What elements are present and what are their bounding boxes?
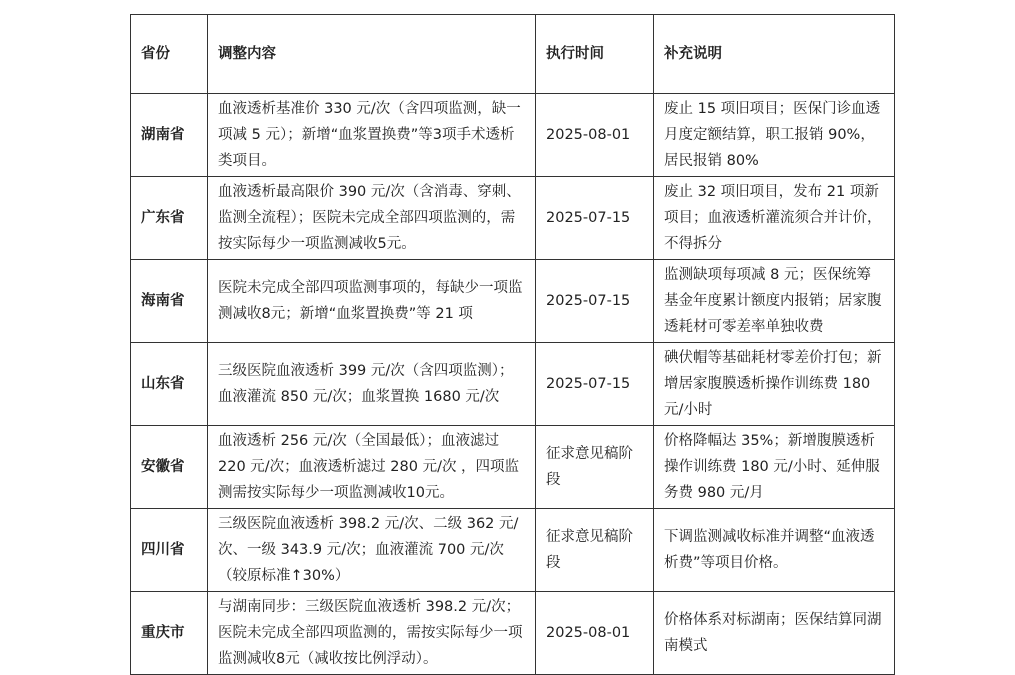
note-cell: 废止 32 项旧项目，发布 21 项新项目；血液透析灌流须合并计价，不得拆分 bbox=[654, 177, 895, 260]
table-row bbox=[131, 592, 895, 675]
price-adjustment-table bbox=[130, 14, 895, 675]
table-row bbox=[131, 343, 895, 426]
content-cell: 血液透析 256 元/次（全国最低）；血液滤过 220 元/次；血液透析滤过 280 元/次 ，四项监测需按实际每少一项监测减收10元。 bbox=[208, 426, 536, 509]
note-cell: 价格体系对标湖南；医保结算同湖南模式 bbox=[654, 592, 895, 675]
table-row bbox=[131, 177, 895, 260]
table-row bbox=[131, 260, 895, 343]
date-cell: 征求意见稿阶段 bbox=[536, 509, 654, 592]
content-cell: 与湖南同步：三级医院血液透析 398.2 元/次；医院未完成全部四项监测的，需按实际每少一项监测减收8元（减收按比例浮动）。 bbox=[208, 592, 536, 675]
header-date: 执行时间 bbox=[536, 15, 654, 94]
content-cell: 医院未完成全部四项监测事项的，每缺少一项监测减收8元；新增“血浆置换费”等 21 项 bbox=[208, 260, 536, 343]
header-content: 调整内容 bbox=[208, 15, 536, 94]
province-cell: 重庆市 bbox=[131, 592, 208, 675]
date-cell: 2025-07-15 bbox=[536, 260, 654, 343]
note-cell: 监测缺项每项减 8 元；医保统筹基金年度累计额度内报销；居家腹透耗材可零差率单独收费 bbox=[654, 260, 895, 343]
date-cell: 征求意见稿阶段 bbox=[536, 426, 654, 509]
table-row bbox=[131, 426, 895, 509]
note-cell: 碘伏帽等基础耗材零差价打包；新增居家腹膜透析操作训练费 180 元/小时 bbox=[654, 343, 895, 426]
province-cell: 四川省 bbox=[131, 509, 208, 592]
header-note: 补充说明 bbox=[654, 15, 895, 94]
table-row bbox=[131, 94, 895, 177]
date-cell: 2025-07-15 bbox=[536, 343, 654, 426]
header-row bbox=[131, 15, 895, 94]
header-province: 省份 bbox=[131, 15, 208, 94]
province-cell: 安徽省 bbox=[131, 426, 208, 509]
note-cell: 价格降幅达 35%；新增腹膜透析操作训练费 180 元/小时、延伸服务费 980 元/月 bbox=[654, 426, 895, 509]
date-cell: 2025-08-01 bbox=[536, 94, 654, 177]
date-cell: 2025-08-01 bbox=[536, 592, 654, 675]
province-cell: 广东省 bbox=[131, 177, 208, 260]
province-cell: 山东省 bbox=[131, 343, 208, 426]
note-cell: 下调监测减收标准并调整“血液透析费”等项目价格。 bbox=[654, 509, 895, 592]
date-cell: 2025-07-15 bbox=[536, 177, 654, 260]
content-cell: 血液透析最高限价 390 元/次（含消毒、穿刺、监测全流程）；医院未完成全部四项监测的，需按实际每少一项监测减收5元。 bbox=[208, 177, 536, 260]
note-cell: 废止 15 项旧项目；医保门诊血透月度定额结算，职工报销 90%，居民报销 80% bbox=[654, 94, 895, 177]
province-cell: 湖南省 bbox=[131, 94, 208, 177]
content-cell: 血液透析基准价 330 元/次（含四项监测，缺一项减 5 元）；新增“血浆置换费”等3项手术透析类项目。 bbox=[208, 94, 536, 177]
content-cell: 三级医院血液透析 399 元/次（含四项监测）；血液灌流 850 元/次；血浆置换 1680 元/次 bbox=[208, 343, 536, 426]
table-row bbox=[131, 509, 895, 592]
province-cell: 海南省 bbox=[131, 260, 208, 343]
content-cell: 三级医院血液透析 398.2 元/次、二级 362 元/次、一级 343.9 元/次；血液灌流 700 元/次（较原标准↑30%） bbox=[208, 509, 536, 592]
